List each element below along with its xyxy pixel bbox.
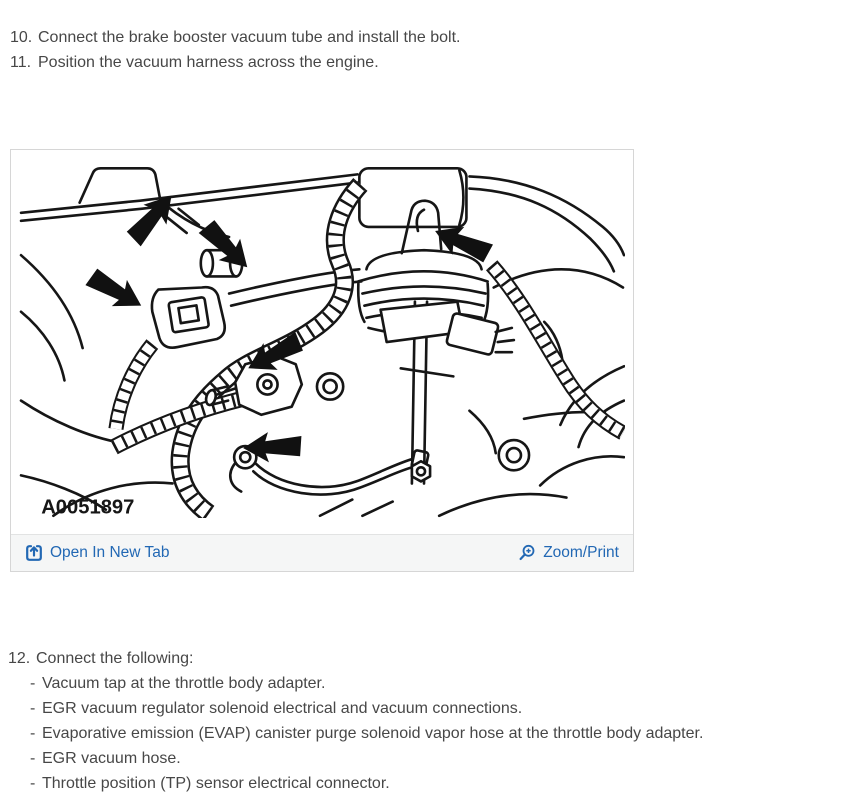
step-text: Position the vacuum harness across the engine. — [38, 54, 379, 71]
step-item-10 — [10, 25, 842, 50]
sub-item-text: EGR vacuum hose. — [42, 750, 181, 767]
step-number: 12. — [8, 650, 31, 667]
callout-arrow — [195, 215, 258, 278]
engine-diagram-image — [11, 158, 633, 534]
dash-bullet: - — [30, 725, 36, 742]
step-item-12 — [8, 646, 842, 671]
sub-item-text: EGR vacuum regulator solenoid electrical and vacuum connections. — [42, 700, 523, 717]
dash-bullet: - — [30, 675, 36, 692]
egr-valve-dome — [366, 250, 481, 269]
step-number: 11. — [10, 54, 32, 71]
open-in-new-tab-label: Open In New Tab — [50, 544, 170, 561]
figure-id-label: A0051897 — [41, 496, 135, 518]
sub-item — [8, 696, 842, 721]
sub-item — [8, 771, 842, 796]
bolt-head — [317, 373, 343, 399]
open-in-new-tab-link[interactable] — [25, 544, 169, 562]
figure-toolbar — [11, 534, 633, 571]
solenoid-connector — [446, 313, 499, 356]
corrugated-hose-right — [492, 265, 623, 433]
callout-arrow — [83, 263, 149, 319]
engine-components — [152, 287, 529, 494]
engine-outline-art — [21, 168, 624, 515]
engine-diagram — [19, 158, 625, 518]
hex-bolt — [412, 461, 430, 481]
sub-item — [8, 721, 842, 746]
open-in-new-tab-icon — [25, 544, 43, 562]
step-number: 10. — [10, 29, 33, 46]
sub-item — [8, 746, 842, 771]
sub-item — [8, 671, 842, 696]
top-bracket — [359, 168, 466, 227]
step-text: Connect the following: — [36, 650, 194, 667]
step-text: Connect the brake booster vacuum tube and install the bolt. — [38, 29, 461, 46]
dash-bullet: - — [30, 750, 36, 767]
dash-bullet: - — [30, 700, 36, 717]
zoom-print-link[interactable] — [518, 544, 619, 562]
corrugated-hose-left — [116, 344, 152, 429]
figure-panel — [10, 149, 634, 572]
sub-item-text: Evaporative emission (EVAP) canister purge solenoid vapor hose at the throttle body adapter. — [42, 725, 704, 742]
step-item-11 — [10, 50, 842, 75]
sub-item-text: Vacuum tap at the throttle body adapter. — [42, 675, 326, 692]
instruction-list-top — [0, 0, 842, 75]
dash-bullet: - — [30, 775, 36, 792]
magnifier-plus-icon — [518, 544, 536, 562]
valve-cover-bump — [80, 168, 161, 202]
zoom-print-label: Zoom/Print — [543, 544, 619, 561]
sub-item-text: Throttle position (TP) sensor electrical connector. — [42, 775, 390, 792]
instruction-list-bottom — [8, 646, 842, 796]
